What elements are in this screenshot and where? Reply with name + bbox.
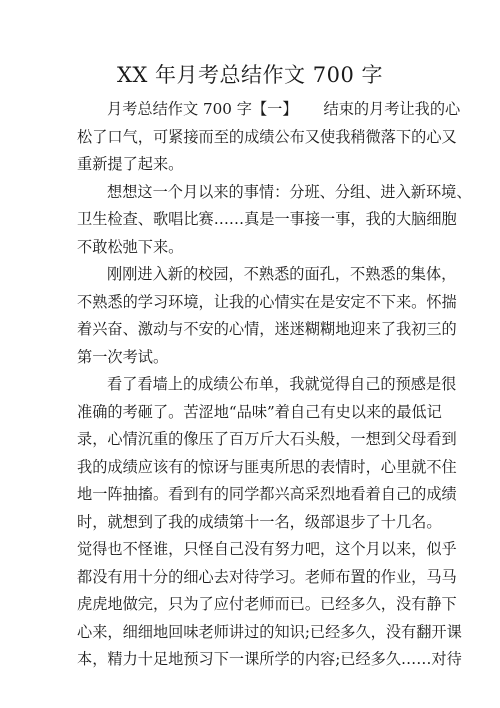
text-run: 结束的月考让我的心 (323, 100, 461, 118)
document-body (77, 96, 472, 674)
text-line: 心来，细细地回味老师讲过的知识;已经多久，没有翻开课 (77, 622, 462, 641)
text-line: 看了看墙上的成绩公布单，我就觉得自己的预感是很 (107, 375, 457, 393)
text-line: 不熟悉的学习环境，让我的心情实在是安定不下来。怀揣 (77, 292, 457, 311)
text-line: 都没有用十分的细心去对待学习。老师布置的作业，马马 (77, 567, 457, 586)
section-heading: 月考总结作文 700 字【一】 (107, 100, 298, 118)
text-line: 虎虎地做完，只为了应付老师而已。已经多久，没有静下 (77, 595, 457, 613)
text-line: 不敢松弛下来。 (77, 237, 184, 256)
text-line: 刚刚进入新的校园，不熟悉的面孔，不熟悉的集体， (107, 265, 457, 283)
paragraph-4 (77, 371, 462, 674)
text-line: 第一次考试。 (77, 347, 169, 366)
document-title: XX 年月考总结作文 700 字 (116, 63, 383, 87)
text-line: 觉得也不怪谁，只怪自己没有努力吧，这个月以来，似乎 (77, 540, 457, 558)
text-line (77, 96, 461, 124)
paragraph-1 (77, 96, 461, 179)
text-line: 准确的考砸了。苦涩地“品味”着自己有史以来的最低记 (77, 402, 442, 421)
text-line: 本，精力十足地预习下一课所学的内容;已经多久……对待 (77, 650, 462, 668)
text-line: 卫生检查、歌唱比赛……真是一事接一事，我的大脑细胞 (77, 210, 457, 228)
paragraph-3 (77, 261, 457, 371)
text-line: 时，就想到了我的成绩第十一名，级部退步了十几名。 (77, 512, 442, 531)
text-line: 想想这一个月以来的事情：分班、分组、进入新环境、 (107, 182, 472, 201)
text-line: 我的成绩应该有的惊讶与匪夷所思的表情时，心里就不住 (77, 457, 457, 476)
text-line: 着兴奋、激动与不安的心情，迷迷糊糊地迎来了我初三的 (77, 320, 457, 338)
paragraph-2 (77, 179, 472, 262)
text-line: 地一阵抽搐。看到有的同学都兴高采烈地看着自己的成绩 (77, 485, 457, 503)
text-line: 重新提了起来。 (77, 155, 184, 173)
text-line: 录，心情沉重的像压了百万斤大石头般，一想到父母看到 (77, 430, 457, 448)
text-line: 松了口气，可紧接而至的成绩公布又使我稍微落下的心又 (77, 127, 457, 146)
